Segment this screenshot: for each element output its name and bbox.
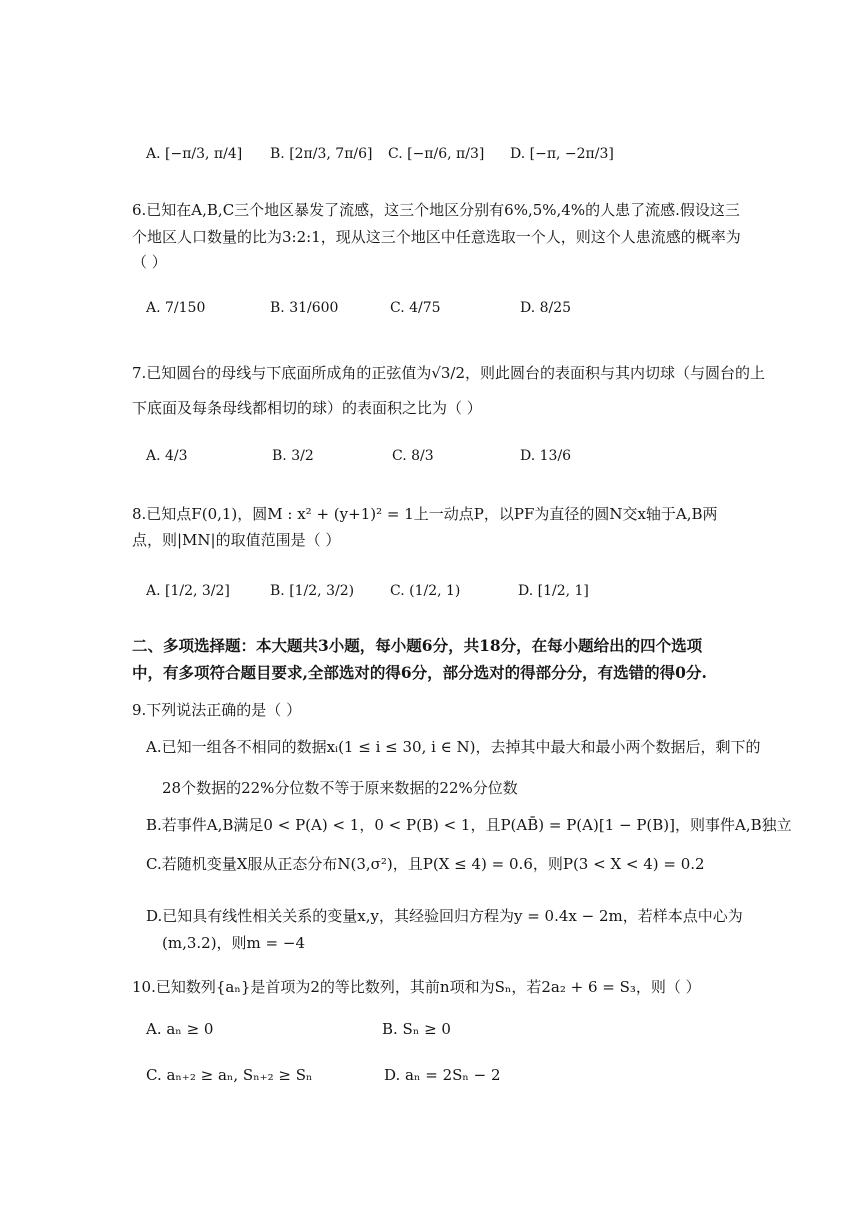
q6-line-1: 6.已知在A,B,C三个地区暴发了流感，这三个地区分别有6%,5%,4%的人患了流感.假设这三: [132, 201, 740, 219]
q10-option-a: A. aₙ ≥ 0: [146, 1020, 214, 1038]
q9-option-d-line-1: D.已知具有线性相关关系的变量x,y，其经验回归方程为y = 0.4x − 2m，若样本点中心为: [146, 907, 743, 925]
q6-line-3: （ ）: [132, 253, 167, 271]
q5-option-b: B. [2π/3, 7π/6]: [270, 146, 373, 162]
q6-option-d: D. 8/25: [520, 300, 572, 316]
q7-option-a: A. 4/3: [146, 448, 188, 464]
q5-option-c: C. [−π/6, π/3]: [388, 146, 485, 162]
q6-line-2: 个地区人口数量的比为3:2:1，现从这三个地区中任意选取一个人，则这个人患流感的概率为: [132, 228, 741, 246]
q9-option-a-line-1: A.已知一组各不相同的数据xᵢ(1 ≤ i ≤ 30, i ∈ N)，去掉其中最大和最小两个数据后，剩下的: [146, 738, 761, 756]
q7-option-d: D. 13/6: [520, 448, 572, 464]
q7-option-b: B. 3/2: [272, 448, 314, 464]
q9-option-b: B.若事件A,B满足0 < P(A) < 1，0 < P(B) < 1，且P(AB̄) = P(A)[1 − P(B)]，则事件A,B独立: [146, 816, 792, 834]
q8-option-b: B. [1/2, 3/2): [270, 583, 355, 599]
q6-option-b: B. 31/600: [270, 300, 339, 316]
section-heading-line-1: 二、多项选择题：本大题共3小题，每小题6分，共18分，在每小题给出的四个选项: [132, 636, 703, 655]
q8-line-2: 点，则|MN|的取值范围是（ ）: [132, 531, 341, 549]
q9-stem: 9.下列说法正确的是（ ）: [132, 701, 302, 719]
q10-stem: 10.已知数列{aₙ}是首项为2的等比数列，其前n项和为Sₙ，若2a₂ + 6 = S₃，则（ ）: [132, 978, 701, 996]
q9-option-c: C.若随机变量X服从正态分布N(3,σ²)，且P(X ≤ 4) = 0.6，则P(3 < X < 4) = 0.2: [146, 855, 705, 873]
q8-option-a: A. [1/2, 3/2]: [146, 583, 230, 599]
q5-option-a: A. [−π/3, π/4]: [146, 146, 243, 162]
q9-option-a-line-2: 28个数据的22%分位数不等于原来数据的22%分位数: [162, 779, 518, 797]
q8-option-c: C. (1/2, 1): [390, 583, 461, 599]
q7-line-2: 下底面及每条母线都相切的球）的表面积之比为（ ）: [132, 399, 482, 417]
q7-option-c: C. 8/3: [392, 448, 434, 464]
q6-option-c: C. 4/75: [390, 300, 441, 316]
section-heading-line-2: 中，有多项符合题目要求,全部选对的得6分，部分选对的得部分分，有选错的得0分.: [132, 663, 707, 682]
q6-option-a: A. 7/150: [146, 300, 206, 316]
q9-option-d-line-2: (m,3.2)，则m = −4: [162, 934, 305, 952]
q7-line-1: 7.已知圆台的母线与下底面所成角的正弦值为√3/2，则此圆台的表面积与其内切球（与圆台的上: [132, 364, 766, 382]
q10-option-b: B. Sₙ ≥ 0: [382, 1020, 451, 1038]
q5-option-d: D. [−π, −2π/3]: [510, 146, 614, 162]
q8-line-1: 8.已知点F(0,1)，圆M : x² + (y+1)² = 1上一动点P，以PF为直径的圆N交x轴于A,B两: [132, 505, 718, 523]
q10-option-c: C. aₙ₊₂ ≥ aₙ, Sₙ₊₂ ≥ Sₙ: [146, 1066, 313, 1084]
q8-option-d: D. [1/2, 1]: [518, 583, 589, 599]
q10-option-d: D. aₙ = 2Sₙ − 2: [384, 1066, 501, 1084]
